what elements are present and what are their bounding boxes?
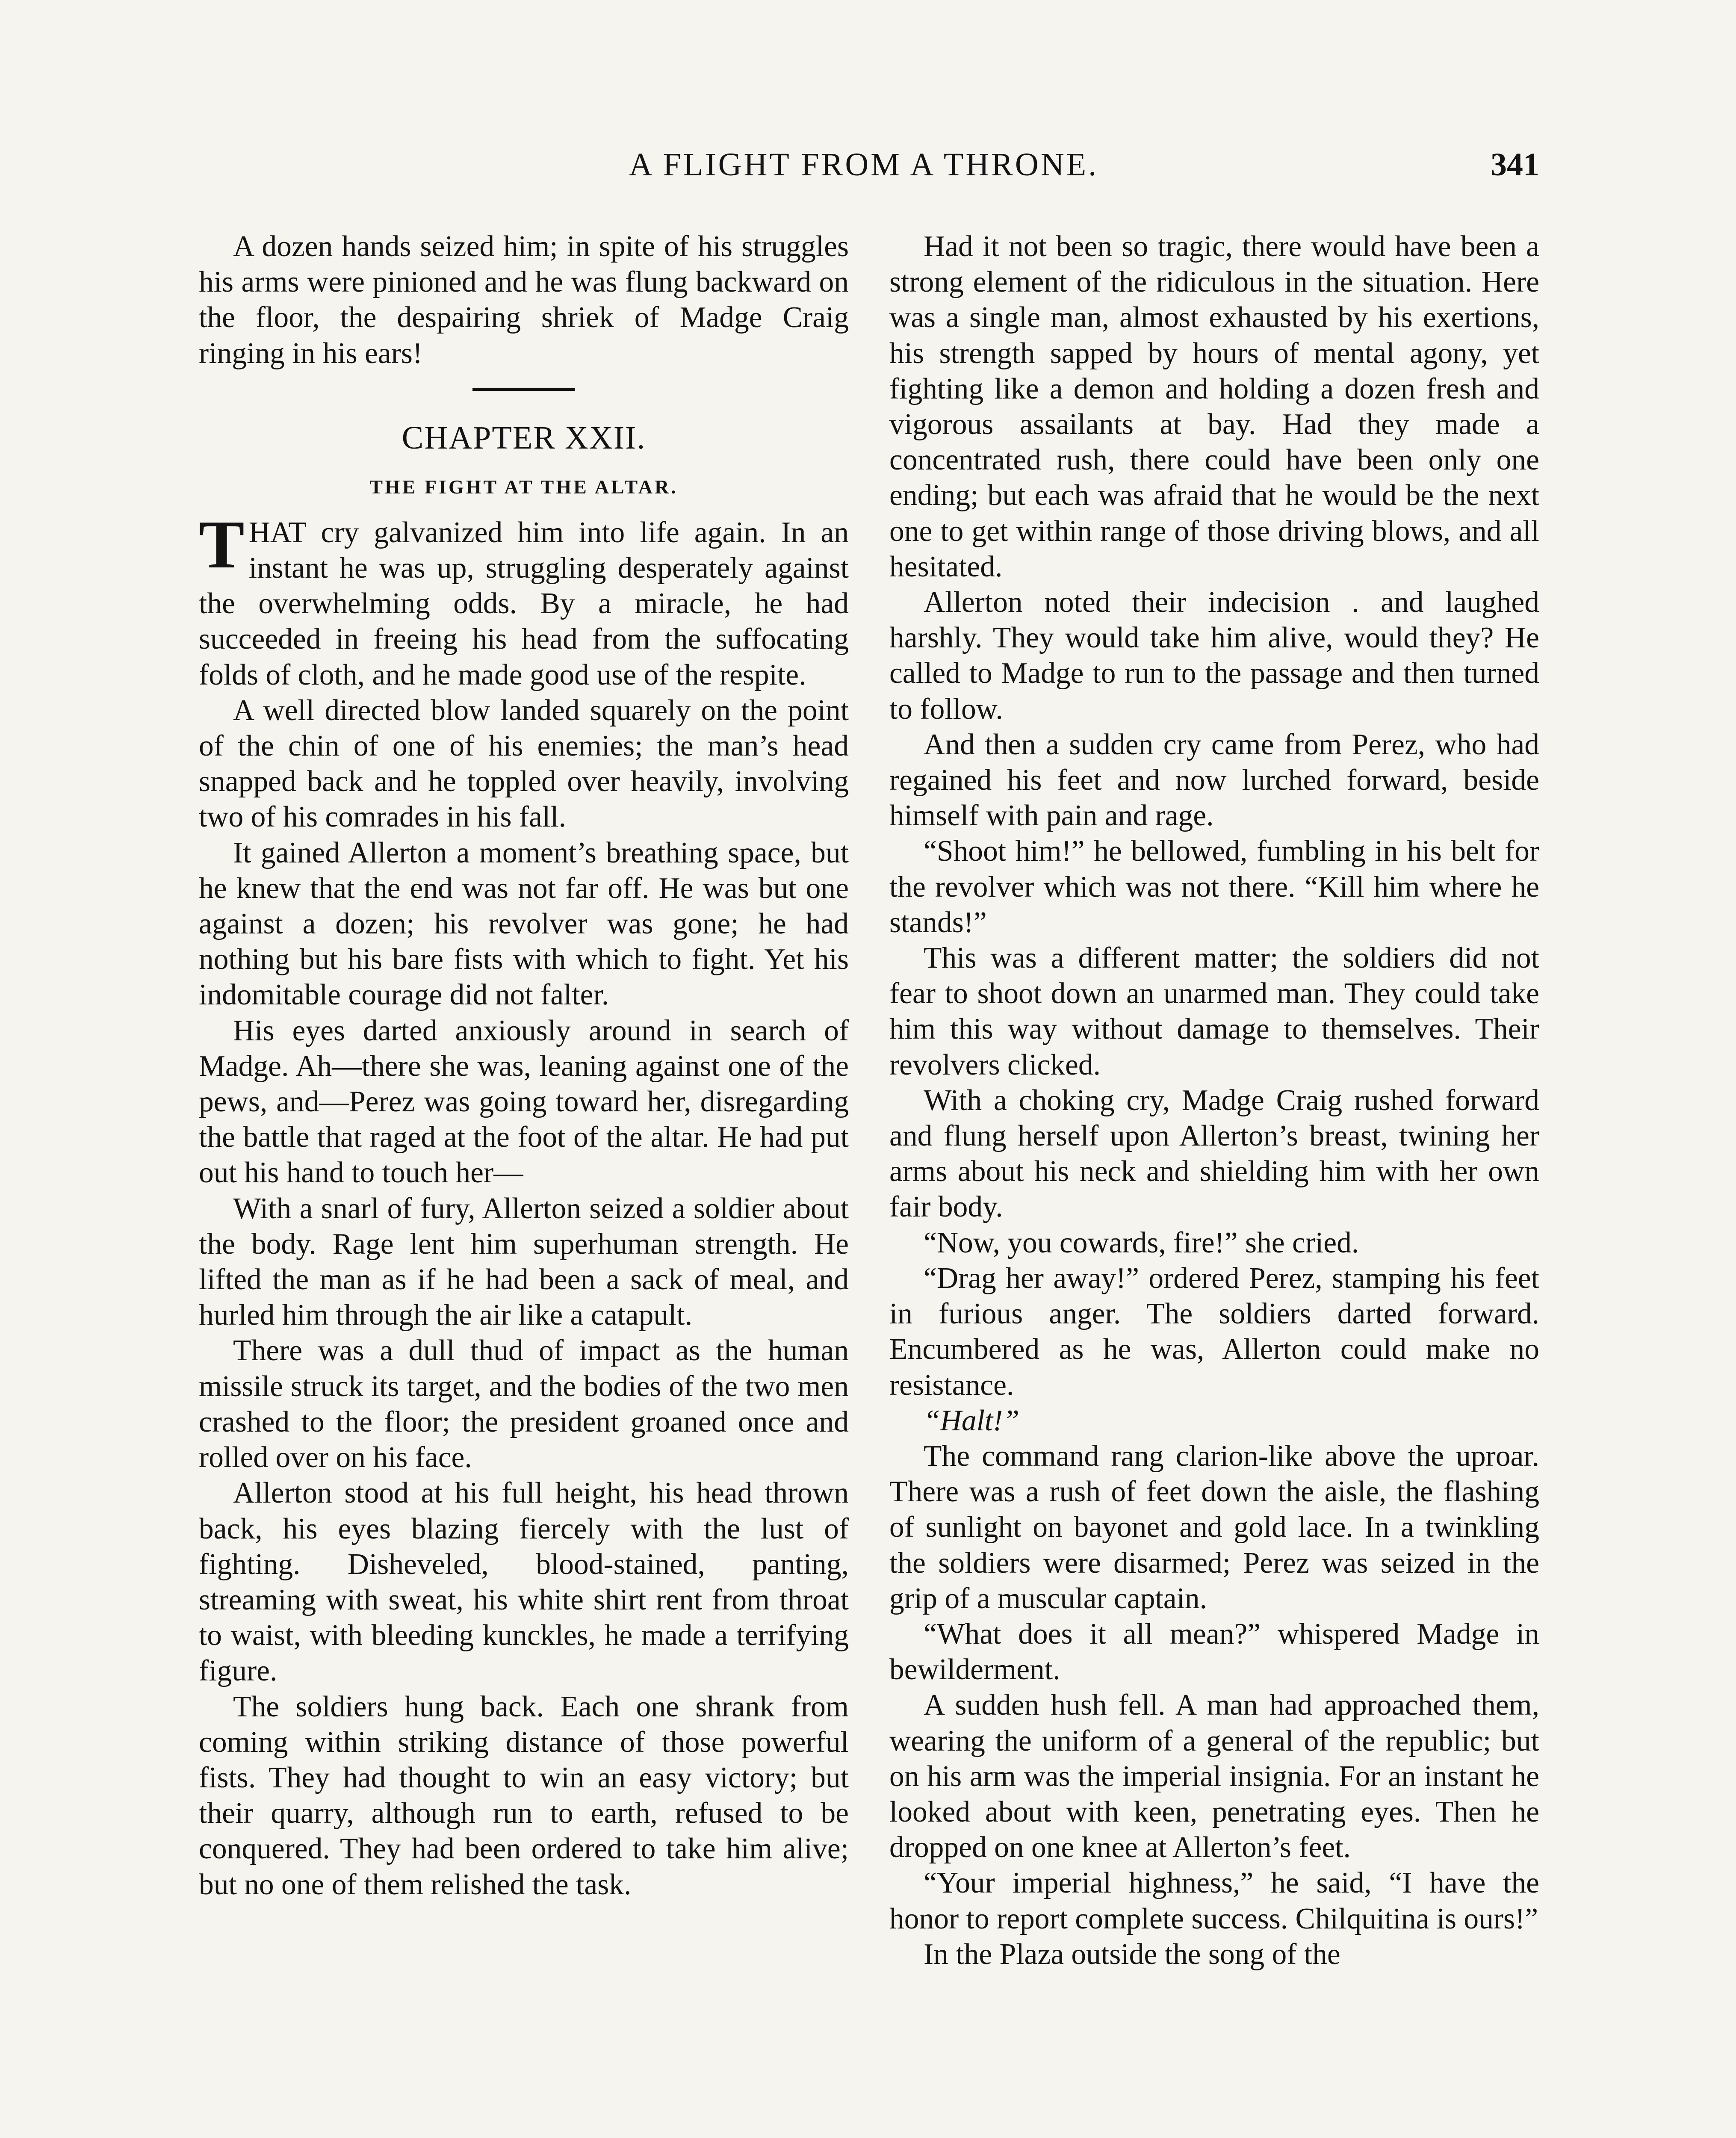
paragraph: With a snarl of fury, Allerton seized a soldier about the body. Rage lent him superhuman strength. He lifted the man as if he had been a sack of meal, and hurled him through the air like a catapult. bbox=[199, 1192, 849, 1332]
paragraph: “Shoot him!” he bellowed, fumbling in his belt for the revolver which was not there. “Kill him where he stands!” bbox=[889, 835, 1539, 939]
paragraph: Allerton stood at his full height, his head thrown back, his eyes blazing fiercely with the lust of fighting. Disheveled, blood-stained, panting, streaming with sweat, his white shirt rent from throat to waist, with bleeding kunckles, he made a terrifying figure. bbox=[199, 1477, 849, 1688]
paragraph: It gained Allerton a moment’s breathing space, but he knew that the end was not far off. He was but one against a dozen; his revolver was gone; he had nothing but his bare fists with which to fight. Yet his indomitable courage did not falter. bbox=[199, 836, 849, 1012]
paragraph: A dozen hands seized him; in spite of his struggles his arms were pinioned and he was flung backward on the floor, the despairing shriek of Madge Craig ringing in his ears! bbox=[199, 230, 849, 370]
drop-cap: T bbox=[199, 506, 245, 582]
running-head bbox=[188, 141, 1539, 188]
paragraph: With a choking cry, Madge Craig rushed forward and flung herself upon Allerton’s breast, twining her arms about his neck and shielding him with her own fair body. bbox=[889, 1084, 1539, 1224]
paragraph: His eyes darted anxiously around in search of Madge. Ah—there she was, leaning against one of the pews, and—Perez was going toward her, disregarding the battle that raged at the foot of the altar. He had put out his hand to touch her— bbox=[199, 1014, 849, 1190]
running-title: A FLIGHT FROM A THRONE. bbox=[629, 147, 1099, 183]
paragraph: This was a different matter; the soldiers did not fear to shoot down an unarmed man. They could take him this way without damage to themselves. Their revolvers clicked. bbox=[889, 942, 1539, 1081]
paragraph: “Now, you cowards, fire!” she cried. bbox=[924, 1226, 1359, 1259]
chapter-subtitle: THE FIGHT AT THE ALTAR. bbox=[369, 475, 678, 498]
left-column bbox=[199, 229, 849, 1902]
paragraph: The soldiers hung back. Each one shrank from coming within striking distance of those powerful fists. They had thought to win an easy victory; but their quarry, although run to earth, refused to be conquered. They had been ordered to take him alive; but no one of them relished the task. bbox=[199, 1690, 849, 1901]
opening-paragraph bbox=[199, 506, 849, 693]
paragraph: Had it not been so tragic, there would have been a strong element of the ridiculous in the situation. Here was a single man, almost exhausted by his exertions, his strength sapped by hours of mental agony, yet fighting like a demon and holding a dozen fresh and vigorous assailants at bay. Had they made a concentrated rush, there could have been only one ending; but each was afraid that he would be the next one to get within range of those driving blows, and all hesitated. bbox=[889, 230, 1539, 583]
paragraph: A sudden hush fell. A man had approached them, wearing the uniform of a general of the republic; but on his arm was the imperial insignia. For an instant he looked about with keen, penetrating eyes. Then he dropped on one knee at Allerton’s feet. bbox=[889, 1689, 1539, 1864]
paragraph: “Your imperial highness,” he said, “I have the honor to report complete success. Chilquitina is ours!” bbox=[889, 1866, 1539, 1935]
paragraph: “What does it all mean?” whispered Madge in bewilderment. bbox=[889, 1617, 1539, 1686]
page-number: 341 bbox=[1491, 147, 1539, 183]
paragraph: “Halt!” bbox=[924, 1404, 1020, 1437]
opening-paragraph-text: HAT cry galvanized him into life again. In an instant he was up, struggling desperately against the overwhelming odds. By a miracle, he had succeeded in freeing his head from the suffocating folds of cloth, and he made good use of the respite. bbox=[199, 516, 849, 691]
section-divider bbox=[472, 388, 575, 391]
paragraph: And then a sudden cry came from Perez, who had regained his feet and now lurched forward, beside himself with pain and rage. bbox=[889, 728, 1539, 833]
paragraph: In the Plaza outside the song of the bbox=[924, 1937, 1340, 1971]
paragraph: “Drag her away!” ordered Perez, stamping his feet in furious anger. The soldiers darted forward. Encumbered as he was, Allerton could make no resistance. bbox=[889, 1261, 1539, 1402]
paragraph: Allerton noted their indecision . and laughed harshly. They would take him alive, would they? He called to Madge to run to the passage and then turned to follow. bbox=[889, 586, 1539, 726]
chapter-heading: CHAPTER XXII. bbox=[402, 419, 646, 456]
right-column bbox=[889, 229, 1539, 1972]
paragraph: There was a dull thud of impact as the human missile struck its target, and the bodies of the two men crashed to the floor; the president groaned once and rolled over on his face. bbox=[199, 1334, 849, 1474]
paragraph: A well directed blow landed squarely on the point of the chin of one of his enemies; the man’s head snapped back and he toppled over heavily, involving two of his comrades in his fall. bbox=[199, 694, 849, 834]
paragraph: The command rang clarion-like above the uproar. There was a rush of feet down the aisle, the flashing of sunlight on bayonet and gold lace. In a twinkling the soldiers were disarmed; Perez was seized in the grip of a muscular captain. bbox=[889, 1439, 1539, 1615]
